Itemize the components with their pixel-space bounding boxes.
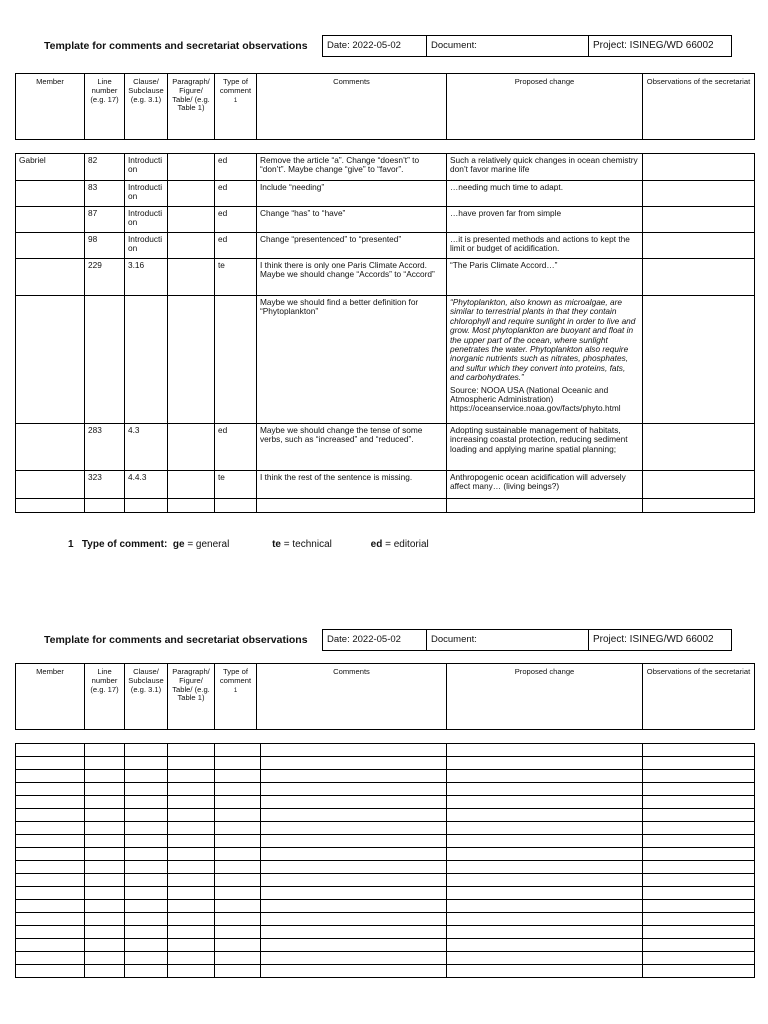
cell-line[interactable] bbox=[85, 965, 125, 978]
cell-clause[interactable] bbox=[125, 952, 168, 965]
cell-paragraph[interactable] bbox=[168, 757, 215, 770]
cell-clause[interactable] bbox=[125, 887, 168, 900]
date-field[interactable]: Date: 2022-05-02 bbox=[323, 630, 427, 650]
cell-clause[interactable] bbox=[125, 783, 168, 796]
col-clause: Clause/ Subclause (e.g. 3.1) bbox=[125, 664, 168, 730]
form-header bbox=[15, 629, 754, 651]
cell-proposed[interactable] bbox=[447, 900, 643, 913]
cell-clause[interactable] bbox=[125, 848, 168, 861]
cell-observation[interactable] bbox=[643, 900, 755, 913]
cell-member[interactable] bbox=[16, 913, 85, 926]
comment-form-page-1 bbox=[15, 35, 754, 550]
cell-line[interactable] bbox=[85, 861, 125, 874]
cell-type[interactable] bbox=[215, 965, 261, 978]
cell-clause[interactable]: Introduction bbox=[125, 181, 168, 207]
cell-line[interactable] bbox=[85, 900, 125, 913]
project-field[interactable]: Project: ISINEG/WD 66002 bbox=[593, 40, 714, 51]
table-row bbox=[16, 887, 755, 900]
cell-paragraph[interactable] bbox=[168, 835, 215, 848]
cell-clause[interactable]: 4.4.3 bbox=[125, 471, 168, 499]
proposed-source: Source: NOOA USA (National Oceanic and Atmospheric Administration) https://oceanservice.noaa.gov/facts/phyto.html bbox=[450, 384, 621, 414]
cell-comment[interactable] bbox=[261, 809, 447, 822]
cell-member[interactable] bbox=[16, 783, 85, 796]
cell-member[interactable] bbox=[16, 926, 85, 939]
column-header-table bbox=[15, 663, 755, 730]
cell-member[interactable] bbox=[16, 952, 85, 965]
cell-observation[interactable] bbox=[643, 926, 755, 939]
cell-comment[interactable] bbox=[261, 822, 447, 835]
cell-line[interactable] bbox=[85, 952, 125, 965]
footnote bbox=[68, 539, 754, 550]
col-paragraph: Paragraph/ Figure/ Table/ (e.g. Table 1) bbox=[168, 664, 215, 730]
cell-type[interactable] bbox=[215, 887, 261, 900]
table-row bbox=[16, 154, 755, 181]
comments-table bbox=[15, 153, 755, 513]
cell-clause[interactable] bbox=[125, 939, 168, 952]
cell-type[interactable] bbox=[215, 744, 261, 757]
cell-proposed[interactable] bbox=[447, 913, 643, 926]
cell-clause[interactable] bbox=[125, 861, 168, 874]
cell-member[interactable] bbox=[16, 296, 85, 424]
cell-observation[interactable] bbox=[643, 744, 755, 757]
cell-line[interactable]: 323 bbox=[85, 471, 125, 499]
table-row bbox=[16, 926, 755, 939]
cell-paragraph[interactable] bbox=[168, 809, 215, 822]
col-member: Member bbox=[16, 74, 85, 140]
cell-proposed[interactable] bbox=[447, 848, 643, 861]
cell-clause[interactable] bbox=[125, 835, 168, 848]
cell-observation[interactable] bbox=[643, 952, 755, 965]
col-type bbox=[215, 74, 257, 140]
cell-clause[interactable] bbox=[125, 296, 168, 424]
project-field[interactable]: Project: ISINEG/WD 66002 bbox=[593, 634, 714, 645]
cell-member[interactable] bbox=[16, 874, 85, 887]
cell-line[interactable] bbox=[85, 822, 125, 835]
cell-comment[interactable]: Remove the article “a”. Change “doesn’t” to “don’t”. Maybe change “give” to “favor”. bbox=[257, 154, 447, 181]
table-row bbox=[16, 757, 755, 770]
cell-type[interactable] bbox=[215, 499, 257, 513]
form-info-box bbox=[322, 35, 732, 57]
cell-paragraph[interactable] bbox=[168, 887, 215, 900]
col-member: Member bbox=[16, 664, 85, 730]
cell-observation[interactable] bbox=[643, 181, 755, 207]
cell-proposed[interactable] bbox=[447, 744, 643, 757]
cell-member[interactable] bbox=[16, 809, 85, 822]
cell-line[interactable] bbox=[85, 939, 125, 952]
cell-observation[interactable] bbox=[643, 796, 755, 809]
cell-member[interactable] bbox=[16, 822, 85, 835]
table-row bbox=[16, 207, 755, 233]
cell-comment[interactable]: I think there is only one Paris Climate Accord. Maybe we should change “Accords” to “Accord” bbox=[257, 259, 447, 296]
cell-line[interactable] bbox=[85, 757, 125, 770]
cell-line[interactable] bbox=[85, 783, 125, 796]
footnote-ref: 1 bbox=[233, 97, 238, 104]
col-proposed-change: Proposed change bbox=[447, 664, 643, 730]
cell-member[interactable] bbox=[16, 499, 85, 513]
cell-line[interactable] bbox=[85, 296, 125, 424]
cell-type[interactable]: ed bbox=[215, 424, 257, 471]
cell-comment[interactable] bbox=[261, 783, 447, 796]
table-row bbox=[16, 770, 755, 783]
cell-paragraph[interactable] bbox=[168, 861, 215, 874]
cell-clause[interactable] bbox=[125, 913, 168, 926]
cell-proposed[interactable] bbox=[447, 861, 643, 874]
cell-observation[interactable] bbox=[643, 939, 755, 952]
cell-paragraph[interactable] bbox=[168, 499, 215, 513]
cell-proposed[interactable]: Anthropogenic ocean acidification will adversely affect many… (living beings?) bbox=[447, 471, 643, 499]
cell-type[interactable] bbox=[215, 757, 261, 770]
cell-member[interactable] bbox=[16, 939, 85, 952]
table-row bbox=[16, 939, 755, 952]
cell-line[interactable]: 283 bbox=[85, 424, 125, 471]
table-row bbox=[16, 499, 755, 513]
cell-paragraph[interactable] bbox=[168, 424, 215, 471]
cell-proposed[interactable] bbox=[447, 783, 643, 796]
col-clause: Clause/ Subclause (e.g. 3.1) bbox=[125, 74, 168, 140]
cell-comment[interactable] bbox=[257, 499, 447, 513]
document-field[interactable]: Document: bbox=[427, 630, 589, 650]
cell-clause[interactable]: 4.3 bbox=[125, 424, 168, 471]
cell-comment[interactable] bbox=[261, 887, 447, 900]
footnote-ref: 1 bbox=[233, 687, 238, 694]
cell-proposed[interactable] bbox=[447, 926, 643, 939]
cell-clause[interactable]: 3.16 bbox=[125, 259, 168, 296]
cell-type[interactable] bbox=[215, 939, 261, 952]
cell-type[interactable] bbox=[215, 926, 261, 939]
cell-type[interactable]: te bbox=[215, 259, 257, 296]
column-header-table bbox=[15, 73, 755, 140]
cell-proposed[interactable]: …it is presented methods and actions to kept the limit or budget of acidification. bbox=[447, 233, 643, 259]
cell-comment[interactable] bbox=[261, 952, 447, 965]
cell-clause[interactable] bbox=[125, 770, 168, 783]
cell-type[interactable] bbox=[215, 835, 261, 848]
col-line-number: Line number (e.g. 17) bbox=[85, 664, 125, 730]
cell-paragraph[interactable] bbox=[168, 822, 215, 835]
col-comments: Comments bbox=[257, 74, 447, 140]
cell-observation[interactable] bbox=[643, 835, 755, 848]
cell-line[interactable] bbox=[85, 770, 125, 783]
cell-comment[interactable]: I think the rest of the sentence is missing. bbox=[257, 471, 447, 499]
cell-line[interactable] bbox=[85, 887, 125, 900]
cell-type[interactable] bbox=[215, 861, 261, 874]
cell-observation[interactable] bbox=[643, 259, 755, 296]
cell-member[interactable] bbox=[16, 471, 85, 499]
cell-clause[interactable] bbox=[125, 809, 168, 822]
cell-proposed[interactable] bbox=[447, 874, 643, 887]
cell-comment[interactable]: Change “has” to “have” bbox=[257, 207, 447, 233]
cell-observation[interactable] bbox=[643, 770, 755, 783]
table-row bbox=[16, 471, 755, 499]
cell-type[interactable] bbox=[215, 848, 261, 861]
cell-observation[interactable] bbox=[643, 809, 755, 822]
text-te: = technical bbox=[283, 539, 332, 550]
cell-proposed[interactable]: Adopting sustainable management of habitats, increasing coastal protection, reducing sediment loading and applying marine spatial planning; bbox=[447, 424, 643, 471]
cell-type[interactable] bbox=[215, 822, 261, 835]
cell-comment[interactable] bbox=[261, 965, 447, 978]
cell-member[interactable] bbox=[16, 965, 85, 978]
col-type-label: Type of comment bbox=[219, 77, 252, 95]
footnote-label: Type of comment: bbox=[81, 539, 168, 550]
proposed-definition: “Phytoplankton, also known as microalgae, are similar to terrestrial plants in that they contain chlorophyll and require sunlight in order to live and grow. Most phytoplankton are buoyant and float in the upper part of the ocean, where sunlight penetrates the water. Phytoplankton also require inorganic nutrients such as nitrates, phosphates, and sulfur which they convert into proteins, fats, and carbohydrates.” bbox=[450, 297, 636, 383]
cell-clause[interactable] bbox=[125, 926, 168, 939]
cell-paragraph[interactable] bbox=[168, 770, 215, 783]
date-field[interactable]: Date: 2022-05-02 bbox=[323, 36, 427, 56]
text-ed: = editorial bbox=[385, 539, 429, 550]
cell-comment[interactable] bbox=[261, 835, 447, 848]
cell-type[interactable] bbox=[215, 913, 261, 926]
cell-line[interactable] bbox=[85, 874, 125, 887]
cell-member[interactable] bbox=[16, 259, 85, 296]
cell-line[interactable] bbox=[85, 913, 125, 926]
cell-line[interactable]: 98 bbox=[85, 233, 125, 259]
col-paragraph: Paragraph/ Figure/ Table/ (e.g. Table 1) bbox=[168, 74, 215, 140]
cell-paragraph[interactable] bbox=[168, 900, 215, 913]
cell-clause[interactable]: Introduction bbox=[125, 207, 168, 233]
cell-observation[interactable] bbox=[643, 207, 755, 233]
cell-type[interactable] bbox=[215, 296, 257, 424]
cell-paragraph[interactable] bbox=[168, 154, 215, 181]
cell-clause[interactable] bbox=[125, 874, 168, 887]
cell-type[interactable] bbox=[215, 770, 261, 783]
cell-paragraph[interactable] bbox=[168, 965, 215, 978]
cell-paragraph[interactable] bbox=[168, 783, 215, 796]
cell-type[interactable] bbox=[215, 783, 261, 796]
cell-comment[interactable] bbox=[261, 848, 447, 861]
form-title: Template for comments and secretariat observations bbox=[44, 634, 308, 646]
form-title: Template for comments and secretariat observations bbox=[44, 40, 308, 52]
cell-line[interactable] bbox=[85, 926, 125, 939]
table-row bbox=[16, 424, 755, 471]
text-ge: = general bbox=[187, 539, 230, 550]
cell-member[interactable] bbox=[16, 233, 85, 259]
table-row bbox=[16, 913, 755, 926]
table-row bbox=[16, 874, 755, 887]
blank-comments-table bbox=[15, 743, 755, 978]
cell-comment[interactable] bbox=[261, 874, 447, 887]
document-field[interactable]: Document: bbox=[427, 36, 589, 56]
cell-paragraph[interactable] bbox=[168, 471, 215, 499]
cell-clause[interactable] bbox=[125, 796, 168, 809]
cell-comment[interactable] bbox=[261, 913, 447, 926]
table-row bbox=[16, 848, 755, 861]
cell-clause[interactable] bbox=[125, 499, 168, 513]
cell-paragraph[interactable] bbox=[168, 296, 215, 424]
cell-observation[interactable] bbox=[643, 822, 755, 835]
cell-comment[interactable]: Change “presentenced” to “presented” bbox=[257, 233, 447, 259]
col-line-number: Line number (e.g. 17) bbox=[85, 74, 125, 140]
cell-comment[interactable] bbox=[261, 744, 447, 757]
cell-comment[interactable] bbox=[261, 939, 447, 952]
cell-proposed[interactable] bbox=[447, 952, 643, 965]
cell-clause[interactable] bbox=[125, 900, 168, 913]
cell-line[interactable]: 229 bbox=[85, 259, 125, 296]
cell-member[interactable] bbox=[16, 848, 85, 861]
cell-member[interactable] bbox=[16, 900, 85, 913]
cell-observation[interactable] bbox=[643, 296, 755, 424]
cell-comment[interactable] bbox=[261, 796, 447, 809]
cell-member[interactable] bbox=[16, 207, 85, 233]
col-observations: Observations of the secretariat bbox=[643, 74, 755, 140]
cell-paragraph[interactable] bbox=[168, 259, 215, 296]
cell-line[interactable]: 82 bbox=[85, 154, 125, 181]
cell-proposed[interactable] bbox=[447, 757, 643, 770]
table-row bbox=[16, 233, 755, 259]
cell-member[interactable] bbox=[16, 861, 85, 874]
cell-paragraph[interactable] bbox=[168, 181, 215, 207]
cell-line[interactable] bbox=[85, 796, 125, 809]
cell-paragraph[interactable] bbox=[168, 207, 215, 233]
comment-form-page-2 bbox=[15, 629, 754, 978]
col-observations: Observations of the secretariat bbox=[643, 664, 755, 730]
col-proposed-change: Proposed change bbox=[447, 74, 643, 140]
table-row bbox=[16, 952, 755, 965]
cell-observation[interactable] bbox=[643, 783, 755, 796]
table-row bbox=[16, 861, 755, 874]
cell-proposed[interactable] bbox=[447, 965, 643, 978]
cell-type[interactable] bbox=[215, 952, 261, 965]
cell-comment[interactable] bbox=[261, 861, 447, 874]
cell-type[interactable]: ed bbox=[215, 207, 257, 233]
cell-clause[interactable] bbox=[125, 757, 168, 770]
col-type bbox=[215, 664, 257, 730]
cell-proposed[interactable]: “The Paris Climate Accord…” bbox=[447, 259, 643, 296]
table-row bbox=[16, 296, 755, 424]
cell-type[interactable]: te bbox=[215, 471, 257, 499]
cell-clause[interactable] bbox=[125, 822, 168, 835]
cell-clause[interactable]: Introduction bbox=[125, 154, 168, 181]
table-row bbox=[16, 835, 755, 848]
cell-proposed[interactable]: …have proven far from simple bbox=[447, 207, 643, 233]
cell-proposed[interactable] bbox=[447, 835, 643, 848]
cell-observation[interactable] bbox=[643, 154, 755, 181]
cell-observation[interactable] bbox=[643, 848, 755, 861]
cell-member[interactable] bbox=[16, 757, 85, 770]
cell-type[interactable] bbox=[215, 874, 261, 887]
cell-proposed[interactable] bbox=[447, 822, 643, 835]
cell-paragraph[interactable] bbox=[168, 926, 215, 939]
cell-observation[interactable] bbox=[643, 965, 755, 978]
cell-proposed[interactable] bbox=[447, 796, 643, 809]
cell-member[interactable] bbox=[16, 424, 85, 471]
cell-paragraph[interactable] bbox=[168, 952, 215, 965]
cell-paragraph[interactable] bbox=[168, 848, 215, 861]
col-type-label: Type of comment bbox=[219, 667, 252, 685]
table-row bbox=[16, 796, 755, 809]
form-info-box bbox=[322, 629, 732, 651]
cell-comment[interactable] bbox=[261, 757, 447, 770]
cell-paragraph[interactable] bbox=[168, 939, 215, 952]
cell-proposed[interactable]: Such a relatively quick changes in ocean chemistry don’t favor marine life bbox=[447, 154, 643, 181]
cell-observation[interactable] bbox=[643, 874, 755, 887]
cell-paragraph[interactable] bbox=[168, 744, 215, 757]
cell-proposed[interactable] bbox=[447, 939, 643, 952]
cell-clause[interactable] bbox=[125, 965, 168, 978]
cell-paragraph[interactable] bbox=[168, 913, 215, 926]
cell-comment[interactable] bbox=[261, 900, 447, 913]
table-row bbox=[16, 965, 755, 978]
cell-type[interactable]: ed bbox=[215, 233, 257, 259]
cell-proposed[interactable] bbox=[447, 887, 643, 900]
cell-comment[interactable]: Include “needing” bbox=[257, 181, 447, 207]
cell-observation[interactable] bbox=[643, 424, 755, 471]
cell-observation[interactable] bbox=[643, 757, 755, 770]
cell-observation[interactable] bbox=[643, 861, 755, 874]
table-row bbox=[16, 744, 755, 757]
cell-member[interactable] bbox=[16, 887, 85, 900]
cell-clause[interactable] bbox=[125, 744, 168, 757]
cell-line[interactable] bbox=[85, 809, 125, 822]
cell-member[interactable] bbox=[16, 835, 85, 848]
table-row bbox=[16, 181, 755, 207]
cell-type[interactable] bbox=[215, 900, 261, 913]
cell-type[interactable] bbox=[215, 809, 261, 822]
cell-member[interactable] bbox=[16, 181, 85, 207]
cell-line[interactable] bbox=[85, 499, 125, 513]
table-row bbox=[16, 900, 755, 913]
cell-proposed[interactable]: …needing much time to adapt. bbox=[447, 181, 643, 207]
cell-line[interactable]: 83 bbox=[85, 181, 125, 207]
table-row bbox=[16, 809, 755, 822]
cell-member[interactable] bbox=[16, 770, 85, 783]
col-comments: Comments bbox=[257, 664, 447, 730]
cell-member[interactable] bbox=[16, 796, 85, 809]
cell-member[interactable] bbox=[16, 744, 85, 757]
cell-comment[interactable] bbox=[261, 926, 447, 939]
footnote-number: 1 bbox=[68, 539, 74, 550]
cell-comment[interactable] bbox=[261, 770, 447, 783]
cell-line[interactable] bbox=[85, 835, 125, 848]
table-row bbox=[16, 783, 755, 796]
cell-line[interactable] bbox=[85, 848, 125, 861]
cell-line[interactable]: 87 bbox=[85, 207, 125, 233]
cell-observation[interactable] bbox=[643, 233, 755, 259]
cell-proposed[interactable] bbox=[447, 809, 643, 822]
cell-comment[interactable]: Maybe we should change the tense of some verbs, such as “increased” and “reduced”. bbox=[257, 424, 447, 471]
code-te: te bbox=[272, 539, 281, 550]
cell-observation[interactable] bbox=[643, 471, 755, 499]
cell-line[interactable] bbox=[85, 744, 125, 757]
cell-type[interactable]: ed bbox=[215, 154, 257, 181]
cell-observation[interactable] bbox=[643, 499, 755, 513]
cell-observation[interactable] bbox=[643, 913, 755, 926]
form-header bbox=[15, 35, 754, 57]
cell-clause[interactable]: Introduction bbox=[125, 233, 168, 259]
code-ed: ed bbox=[370, 539, 383, 550]
cell-proposed[interactable] bbox=[447, 296, 643, 424]
cell-paragraph[interactable] bbox=[168, 233, 215, 259]
code-ge: ge bbox=[172, 539, 185, 550]
cell-proposed[interactable] bbox=[447, 499, 643, 513]
cell-member[interactable]: Gabriel bbox=[16, 154, 85, 181]
cell-comment[interactable]: Maybe we should find a better definition for “Phytoplankton” bbox=[257, 296, 447, 424]
cell-observation[interactable] bbox=[643, 887, 755, 900]
cell-type[interactable] bbox=[215, 796, 261, 809]
cell-type[interactable]: ed bbox=[215, 181, 257, 207]
cell-paragraph[interactable] bbox=[168, 874, 215, 887]
table-row bbox=[16, 822, 755, 835]
cell-proposed[interactable] bbox=[447, 770, 643, 783]
cell-paragraph[interactable] bbox=[168, 796, 215, 809]
table-row bbox=[16, 259, 755, 296]
